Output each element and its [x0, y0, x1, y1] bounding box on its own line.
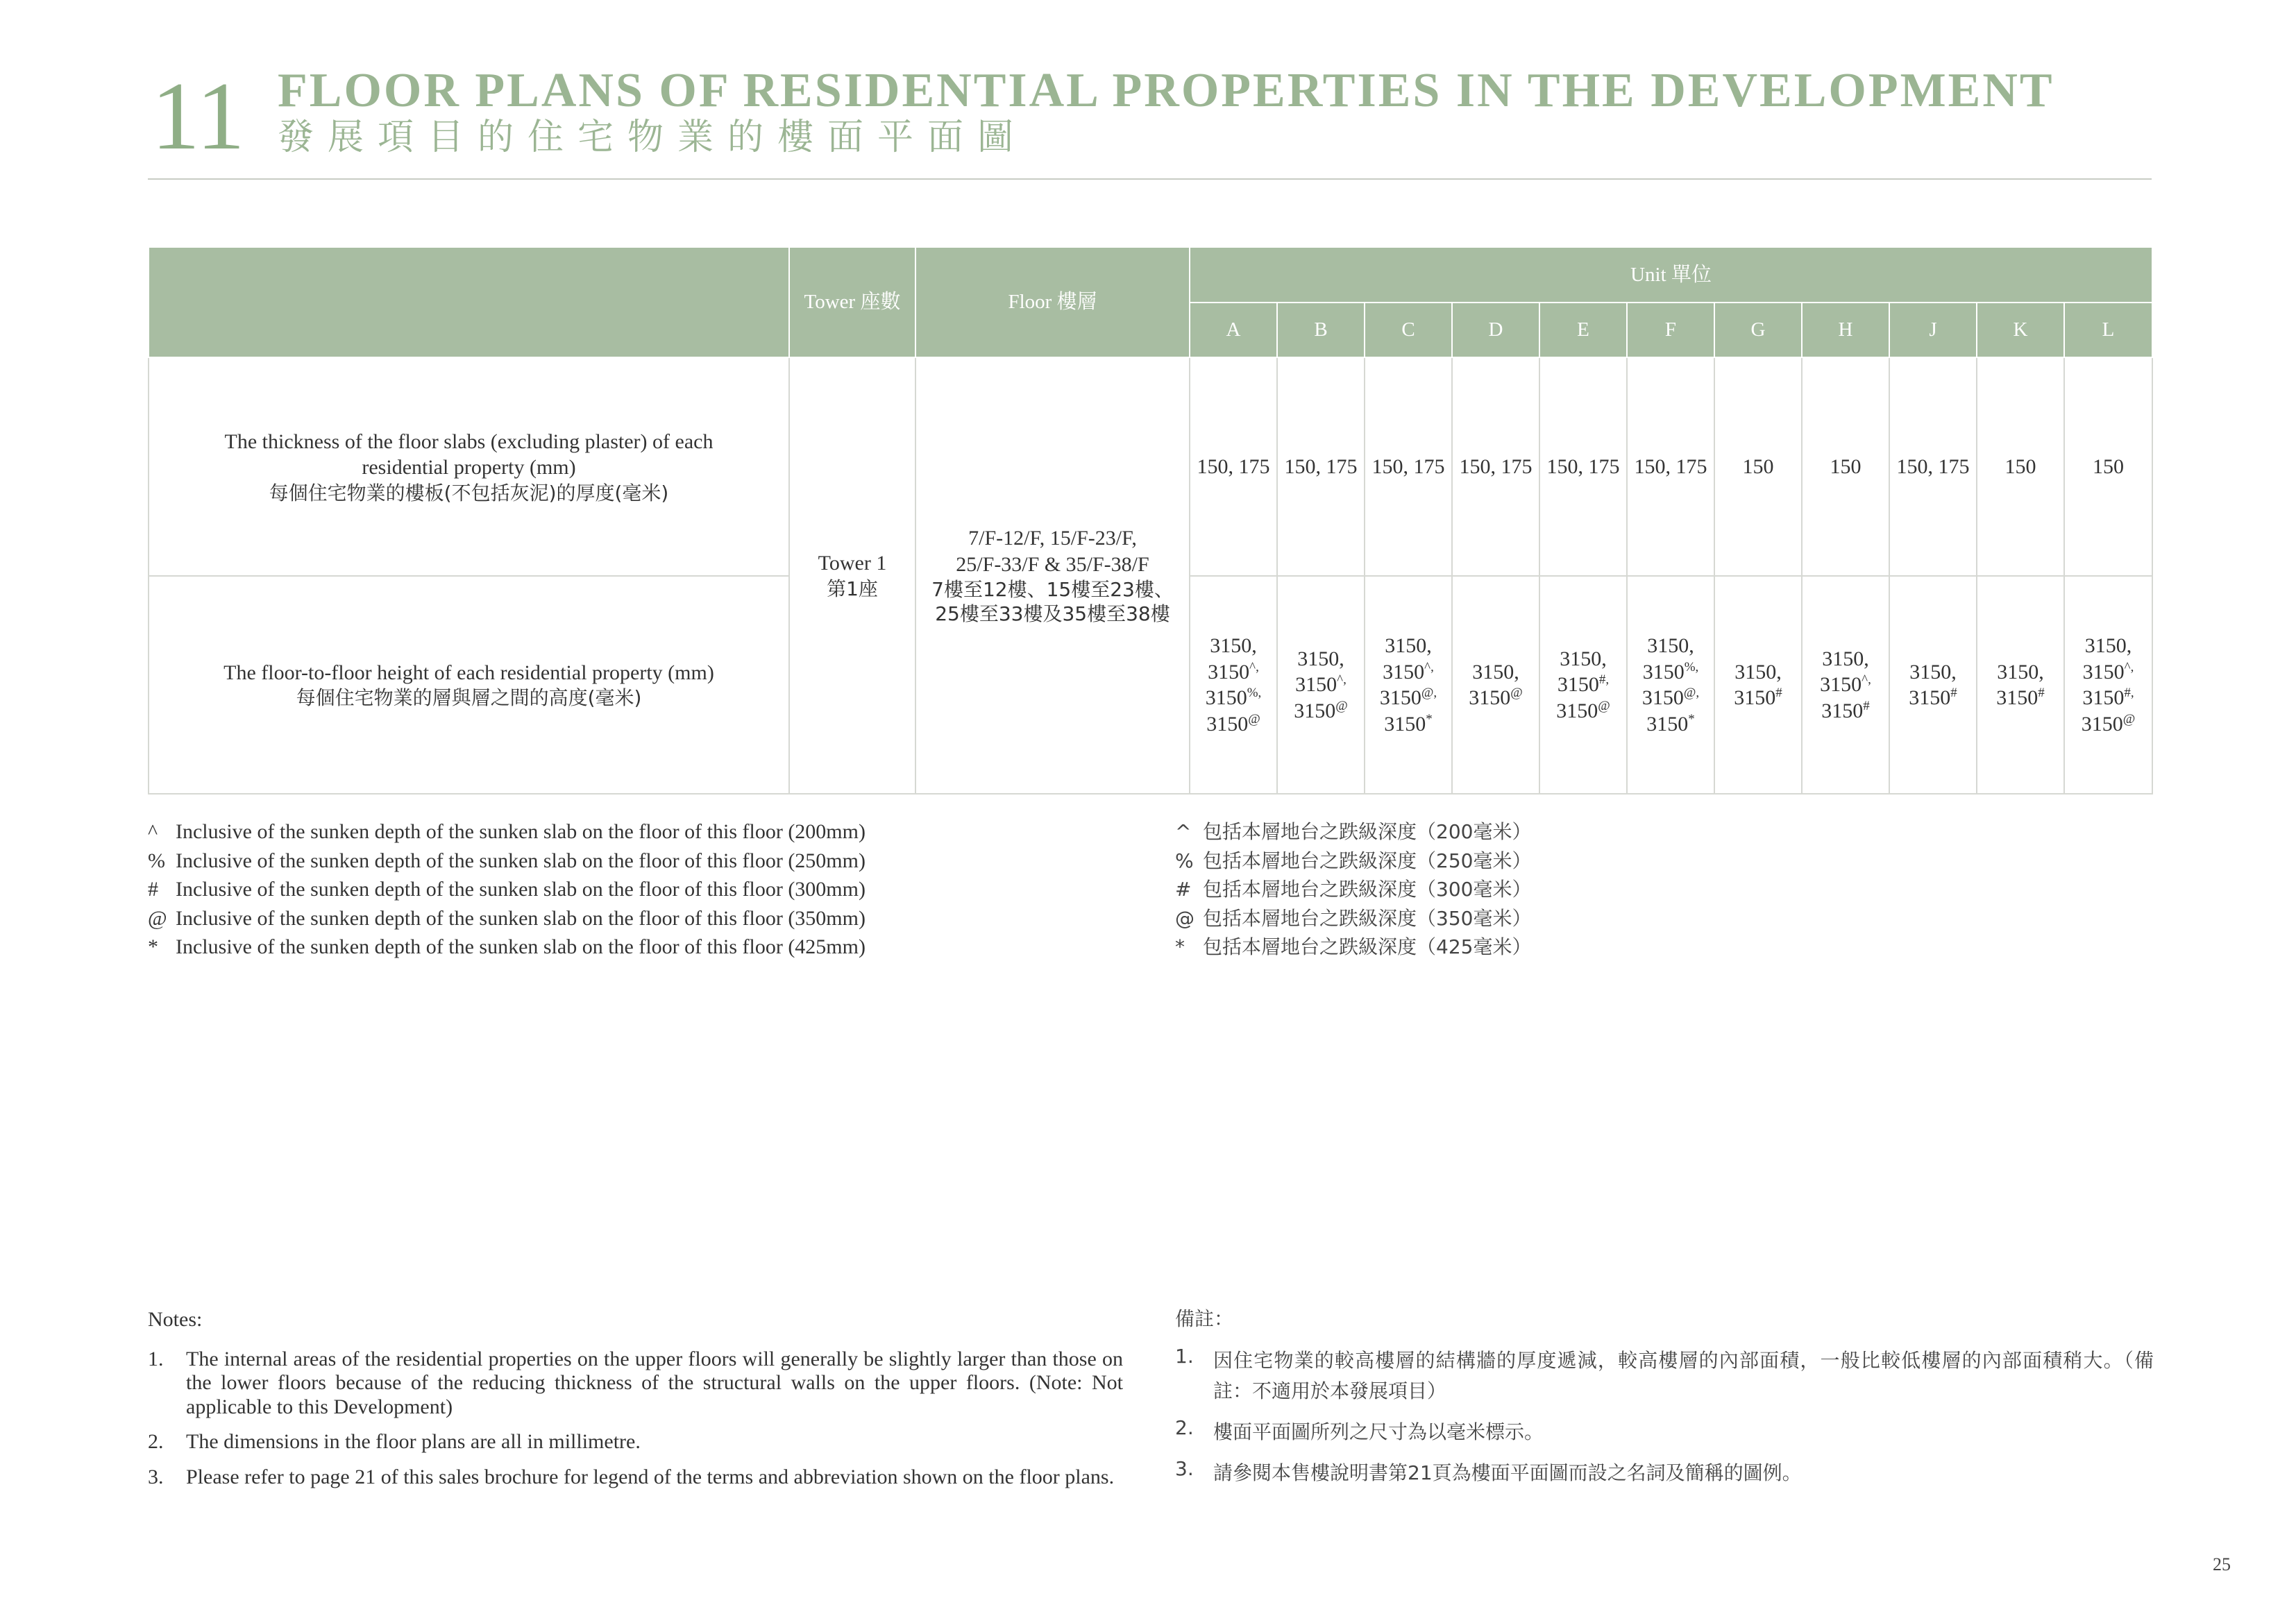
- height-mark: ^,: [1337, 672, 1347, 688]
- slab-value-b: 150, 175: [1277, 357, 1365, 576]
- notes-en-list: [148, 1348, 1123, 1490]
- legend-row: [148, 847, 866, 876]
- tower-cell: [789, 357, 915, 794]
- slab-value-l: 150: [2064, 357, 2152, 576]
- height-mark: #,: [1598, 672, 1610, 688]
- legend-symbol: ^: [148, 820, 158, 843]
- tower-header: Tower 座數: [789, 247, 915, 357]
- height-value-c: [1365, 576, 1452, 794]
- height-label-cell: [149, 576, 789, 794]
- height-mark: @: [2122, 711, 2136, 726]
- height-number: 3150,: [1997, 660, 2044, 683]
- height-line: [1982, 685, 2059, 711]
- legend-text: Inclusive of the sunken depth of the sunken slab on the floor of this floor (200mm): [176, 820, 866, 843]
- note-item: [1175, 1417, 2154, 1447]
- legend-symbol: #: [1175, 878, 1192, 901]
- height-mark: *: [1426, 711, 1433, 726]
- slab-label-en: The thickness of the floor slabs (excluding plaster) of each residential property (mm): [224, 430, 714, 479]
- height-line: [1544, 672, 1622, 698]
- height-number: 3150,: [1472, 660, 1519, 683]
- slab-value-f: 150, 175: [1627, 357, 1714, 576]
- height-number: 3150: [1206, 712, 1249, 736]
- unit-header-a: A: [1190, 303, 1277, 357]
- legend-row: [1175, 904, 1531, 933]
- legend-text: Inclusive of the sunken depth of the sunken slab on the floor of this floor (350mm): [176, 906, 866, 930]
- note-number: 2.: [1175, 1416, 1194, 1439]
- height-mark: #: [1950, 686, 1957, 700]
- legend-en: [148, 817, 866, 962]
- height-line: [1632, 685, 1710, 711]
- height-number: 3150: [1205, 686, 1247, 709]
- height-line: [1195, 711, 1272, 738]
- height-value-d: [1452, 576, 1539, 794]
- note-text: Please refer to page 21 of this sales brochure for legend of the terms and abbreviation shown on the floor plans.: [186, 1465, 1115, 1488]
- height-line: [1719, 685, 1797, 711]
- notes-en: [148, 1308, 1123, 1500]
- tower-name-zh: 第1座: [827, 577, 878, 600]
- legend-row: [1175, 875, 1531, 904]
- unit-header-g: G: [1714, 303, 1802, 357]
- legend-row: [148, 817, 866, 847]
- height-number: 3150: [1294, 699, 1336, 722]
- floors-en-line1: 7/F-12/F, 15/F-23/F,: [968, 527, 1137, 550]
- note-text: 因住宅物業的較高樓層的結構牆的厚度遞減，較高樓層的內部面積，一般比較低樓層的內部面積稍大。（備註：不適用於本發展項目）: [1213, 1349, 2154, 1402]
- legend-symbol: #: [148, 878, 158, 901]
- height-number: 3150,: [2084, 634, 2132, 657]
- height-line: [1195, 659, 1272, 686]
- height-line: [1544, 646, 1622, 672]
- height-line: [2069, 685, 2147, 711]
- height-label-en: The floor-to-floor height of each residential property (mm): [223, 661, 714, 684]
- height-number: 3150: [2082, 660, 2125, 683]
- slab-label-zh: 每個住宅物業的樓板(不包括灰泥)的厚度(毫米): [269, 481, 669, 504]
- height-mark: @: [1598, 698, 1610, 713]
- legend-row: [148, 933, 866, 962]
- note-item: [1175, 1345, 2154, 1406]
- height-number: 3150: [1820, 673, 1862, 697]
- height-line: [1544, 698, 1622, 724]
- height-mark: ^,: [1424, 659, 1434, 674]
- height-value-k: [1977, 576, 2064, 794]
- height-number: 3150: [2081, 712, 2123, 736]
- height-line: [1719, 659, 1797, 686]
- slab-value-j: 150, 175: [1889, 357, 1977, 576]
- note-text: The internal areas of the residential properties on the upper floors will generally be slightly larger than those on the lower floors because of the reducing thickness of the structural walls on the upper floors. (Note: Not applicable to this Development): [186, 1347, 1123, 1418]
- height-line: [1807, 672, 1884, 698]
- legend-text: Inclusive of the sunken depth of the sunken slab on the floor of this floor (425mm): [176, 935, 866, 958]
- slab-value-a: 150, 175: [1190, 357, 1277, 576]
- height-line: [1369, 659, 1447, 686]
- height-mark: ^,: [1862, 672, 1871, 688]
- height-value-g: [1714, 576, 1802, 794]
- page-title-en: FLOOR PLANS OF RESIDENTIAL PROPERTIES IN THE DEVELOPMENT: [278, 64, 2054, 117]
- notes-title-zh: 備註：: [1175, 1307, 1234, 1330]
- height-mark: %,: [1684, 659, 1699, 674]
- blank-header-cell: [149, 247, 789, 357]
- note-number: 1.: [148, 1347, 164, 1370]
- height-number: 3150: [2082, 686, 2125, 709]
- height-mark: ^,: [2124, 659, 2134, 674]
- legend-row: [1175, 933, 1531, 962]
- height-mark: #: [1863, 698, 1870, 713]
- height-number: 3150: [1384, 712, 1426, 736]
- height-mark: #: [2038, 686, 2045, 700]
- legend-text: 包括本層地台之跌級深度（200毫米）: [1203, 820, 1532, 843]
- height-number: 3150: [1295, 673, 1337, 697]
- header-divider: [148, 178, 2152, 180]
- unit-header-e: E: [1539, 303, 1627, 357]
- section-number: 11: [151, 62, 245, 170]
- height-line: [1457, 659, 1535, 686]
- page-title-zh: 發展項目的住宅物業的樓面平面圖: [278, 117, 1028, 158]
- note-item: [148, 1430, 1123, 1454]
- height-number: 3150,: [1560, 647, 1607, 670]
- unit-header-j: J: [1889, 303, 1977, 357]
- legend-text: Inclusive of the sunken depth of the sunken slab on the floor of this floor (250mm): [176, 849, 866, 872]
- height-value-l: [2064, 576, 2152, 794]
- height-label-zh: 每個住宅物業的層與層之間的高度(毫米): [296, 686, 642, 710]
- height-number: 3150,: [1909, 660, 1957, 683]
- legend-row: [148, 875, 866, 904]
- legend-symbol: @: [148, 906, 167, 930]
- unit-header-c: C: [1365, 303, 1452, 357]
- slab-thickness-row: [149, 357, 2152, 576]
- height-mark: %,: [1247, 686, 1262, 700]
- height-line: [1894, 685, 1972, 711]
- note-text: 請參閱本售樓說明書第21頁為樓面平面圖而設之名詞及簡稱的圖例。: [1213, 1461, 1802, 1485]
- slab-value-k: 150: [1977, 357, 2064, 576]
- slab-value-g: 150: [1714, 357, 1802, 576]
- height-number: 3150: [1646, 712, 1689, 736]
- unit-header-k: K: [1977, 303, 2064, 357]
- height-line: [1195, 633, 1272, 659]
- legend-symbol: @: [1175, 906, 1195, 930]
- slab-label-cell: [149, 357, 789, 576]
- height-mark: *: [1688, 711, 1695, 726]
- height-line: [1632, 711, 1710, 738]
- height-line: [1807, 646, 1884, 672]
- legend-symbol: %: [1175, 849, 1194, 872]
- height-line: [1195, 685, 1272, 711]
- slab-value-c: 150, 175: [1365, 357, 1452, 576]
- page-number: 25: [2213, 1554, 2231, 1574]
- height-line: [2069, 711, 2147, 738]
- height-value-e: [1539, 576, 1627, 794]
- height-number: 3150,: [1210, 634, 1257, 657]
- height-value-a: [1190, 576, 1277, 794]
- height-value-j: [1889, 576, 1977, 794]
- height-line: [1457, 685, 1535, 711]
- slab-value-d: 150, 175: [1452, 357, 1539, 576]
- unit-header: Unit 單位: [1190, 247, 2152, 303]
- height-line: [1632, 659, 1710, 686]
- unit-header-l: L: [2064, 303, 2152, 357]
- note-number: 3.: [1175, 1457, 1194, 1481]
- height-number: 3150,: [1297, 647, 1344, 670]
- height-mark: @,: [1683, 686, 1700, 700]
- note-text: 樓面平面圖所列之尺寸為以毫米標示。: [1213, 1420, 1544, 1443]
- floor-spec-table: [148, 246, 2153, 794]
- height-number: 3150: [1208, 660, 1250, 683]
- height-line: [1632, 633, 1710, 659]
- legend-row: [148, 904, 866, 933]
- height-value-b: [1277, 576, 1365, 794]
- height-line: [1894, 659, 1972, 686]
- floors-zh-line1: 7樓至12樓、15樓至23樓、: [931, 578, 1174, 601]
- height-value-f: [1627, 576, 1714, 794]
- unit-header-b: B: [1277, 303, 1365, 357]
- legend-row: [1175, 817, 1531, 847]
- height-mark: @: [1510, 686, 1523, 700]
- height-number: 3150,: [1647, 634, 1694, 657]
- height-number: 3150,: [1734, 660, 1782, 683]
- legend-text: 包括本層地台之跌級深度（250毫米）: [1203, 849, 1532, 872]
- floor-header: Floor 樓層: [915, 247, 1190, 357]
- height-number: 3150: [1557, 673, 1599, 697]
- notes-zh: [1175, 1308, 2154, 1499]
- height-line: [1982, 659, 2059, 686]
- height-number: 3150: [1734, 686, 1776, 709]
- height-line: [1369, 711, 1447, 738]
- note-item: [148, 1465, 1123, 1490]
- note-number: 2.: [148, 1430, 164, 1453]
- note-number: 1.: [1175, 1345, 1194, 1368]
- legend-text: 包括本層地台之跌級深度（300毫米）: [1203, 878, 1532, 901]
- note-text: The dimensions in the floor plans are all in millimetre.: [186, 1430, 641, 1453]
- height-mark: @: [1248, 711, 1260, 726]
- height-line: [2069, 659, 2147, 686]
- notes-zh-list: [1175, 1345, 2154, 1488]
- height-line: [1282, 672, 1360, 698]
- height-number: 3150,: [1822, 647, 1869, 670]
- height-line: [2069, 633, 2147, 659]
- height-number: 3150: [1383, 660, 1425, 683]
- height-number: 3150: [1379, 686, 1421, 709]
- height-line: [1807, 698, 1884, 724]
- height-line: [1282, 646, 1360, 672]
- legend-text: 包括本層地台之跌級深度（350毫米）: [1203, 906, 1532, 930]
- floors-zh-line2: 25樓至33樓及35樓至38樓: [935, 602, 1170, 625]
- legend-symbol: ^: [1175, 820, 1192, 843]
- height-mark: #,: [2124, 686, 2134, 700]
- note-item: [148, 1348, 1123, 1420]
- height-line: [1282, 698, 1360, 724]
- legend-text: Inclusive of the sunken depth of the sunken slab on the floor of this floor (300mm): [176, 878, 866, 901]
- height-number: 3150: [1641, 686, 1684, 709]
- legend-text: 包括本層地台之跌級深度（425毫米）: [1203, 935, 1532, 958]
- legend-symbol: %: [148, 849, 165, 872]
- legend-symbol: *: [1175, 935, 1185, 958]
- tower-name-en: Tower 1: [818, 552, 887, 575]
- slab-value-h: 150: [1802, 357, 1889, 576]
- height-mark: ^,: [1249, 659, 1259, 674]
- note-number: 3.: [148, 1465, 164, 1488]
- height-number: 3150,: [1385, 634, 1432, 657]
- height-mark: @: [1335, 698, 1348, 713]
- floors-cell: [915, 357, 1190, 794]
- height-number: 3150: [1642, 660, 1685, 683]
- height-number: 3150: [1556, 699, 1598, 722]
- height-line: [1369, 685, 1447, 711]
- height-line: [1369, 633, 1447, 659]
- height-mark: @,: [1421, 686, 1437, 700]
- legend-zh: [1175, 817, 1531, 962]
- height-number: 3150: [1996, 686, 2038, 709]
- floors-en-line2: 25/F-33/F & 35/F-38/F: [956, 552, 1149, 576]
- unit-header-h: H: [1802, 303, 1889, 357]
- notes-title-en: Notes:: [148, 1308, 203, 1331]
- height-value-h: [1802, 576, 1889, 794]
- height-number: 3150: [1909, 686, 1951, 709]
- unit-header-d: D: [1452, 303, 1539, 357]
- note-item: [1175, 1458, 2154, 1488]
- slab-value-e: 150, 175: [1539, 357, 1627, 576]
- legend-symbol: *: [148, 935, 158, 958]
- height-number: 3150: [1469, 686, 1511, 709]
- height-number: 3150: [1821, 699, 1864, 722]
- height-mark: #: [1775, 686, 1782, 700]
- legend-row: [1175, 847, 1531, 876]
- unit-header-f: F: [1627, 303, 1714, 357]
